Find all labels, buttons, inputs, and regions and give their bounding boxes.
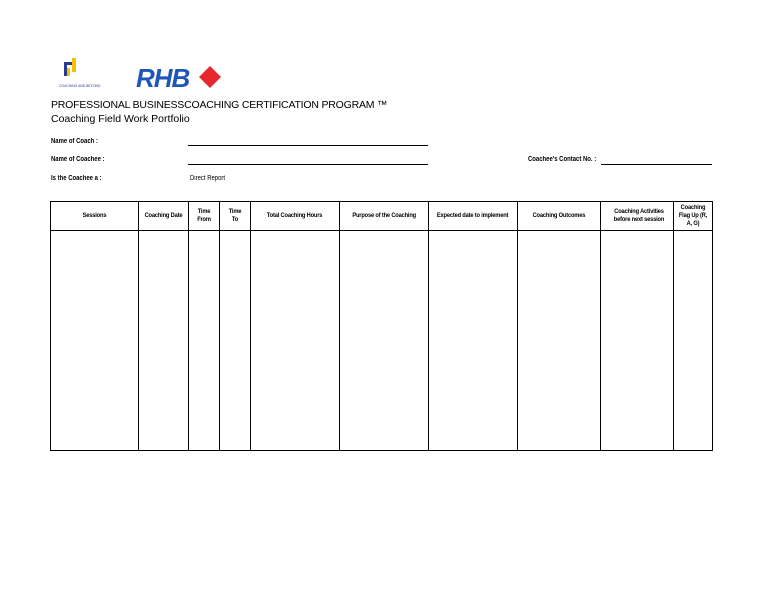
rhb-logo-text: RHB bbox=[136, 63, 190, 93]
col-total-hours: Total Coaching Hours bbox=[251, 202, 340, 231]
cell-activities[interactable] bbox=[601, 231, 674, 451]
rhb-diamond-icon bbox=[199, 66, 221, 88]
table-header-row bbox=[51, 202, 713, 231]
col-coaching-date: Coaching Date bbox=[139, 202, 189, 231]
rhb-logo bbox=[136, 60, 226, 101]
cell-outcomes[interactable] bbox=[518, 231, 601, 451]
col-flag-up: Coaching Flag Up (R, A, G) bbox=[674, 202, 713, 231]
cell-sessions[interactable] bbox=[51, 231, 139, 451]
fieldwork-table bbox=[50, 201, 713, 451]
coachee-name-field[interactable] bbox=[188, 164, 428, 165]
col-time-to: Time To bbox=[220, 202, 251, 231]
coach-name-field[interactable] bbox=[188, 145, 428, 146]
col-purpose: Purpose of the Coaching bbox=[340, 202, 429, 231]
cell-expected-date[interactable] bbox=[429, 231, 518, 451]
page-subtitle: Coaching Field Work Portfolio bbox=[51, 113, 190, 125]
cell-total-hours[interactable] bbox=[251, 231, 340, 451]
cell-purpose[interactable] bbox=[340, 231, 429, 451]
coachee-contact-field[interactable] bbox=[601, 164, 712, 165]
table-row[interactable] bbox=[51, 231, 713, 451]
cell-time-from[interactable] bbox=[189, 231, 220, 451]
coachee-relation-value: Direct Report bbox=[190, 175, 226, 182]
program-logo bbox=[58, 56, 101, 92]
col-activities: Coaching Activities before next session bbox=[601, 202, 674, 231]
cell-time-to[interactable] bbox=[220, 231, 251, 451]
col-expected-date: Expected date to implement bbox=[429, 202, 518, 231]
coachee-name-label: Name of Coachee : bbox=[51, 156, 105, 163]
col-sessions: Sessions bbox=[51, 202, 139, 231]
coachee-relation-label: Is the Coachee a : bbox=[51, 175, 102, 182]
cell-coaching-date[interactable] bbox=[139, 231, 189, 451]
col-outcomes: Coaching Outcomes bbox=[518, 202, 601, 231]
program-logo-caption: COACHING AND BEYOND bbox=[59, 84, 101, 88]
coachee-contact-label: Coachee's Contact No. : bbox=[528, 156, 597, 163]
col-time-from: Time From bbox=[189, 202, 220, 231]
cell-flag-up[interactable] bbox=[674, 231, 713, 451]
page-title: PROFESSIONAL BUSINESSCOACHING CERTIFICATION PROGRAM ™ bbox=[51, 99, 388, 111]
coach-name-label: Name of Coach : bbox=[51, 138, 98, 145]
